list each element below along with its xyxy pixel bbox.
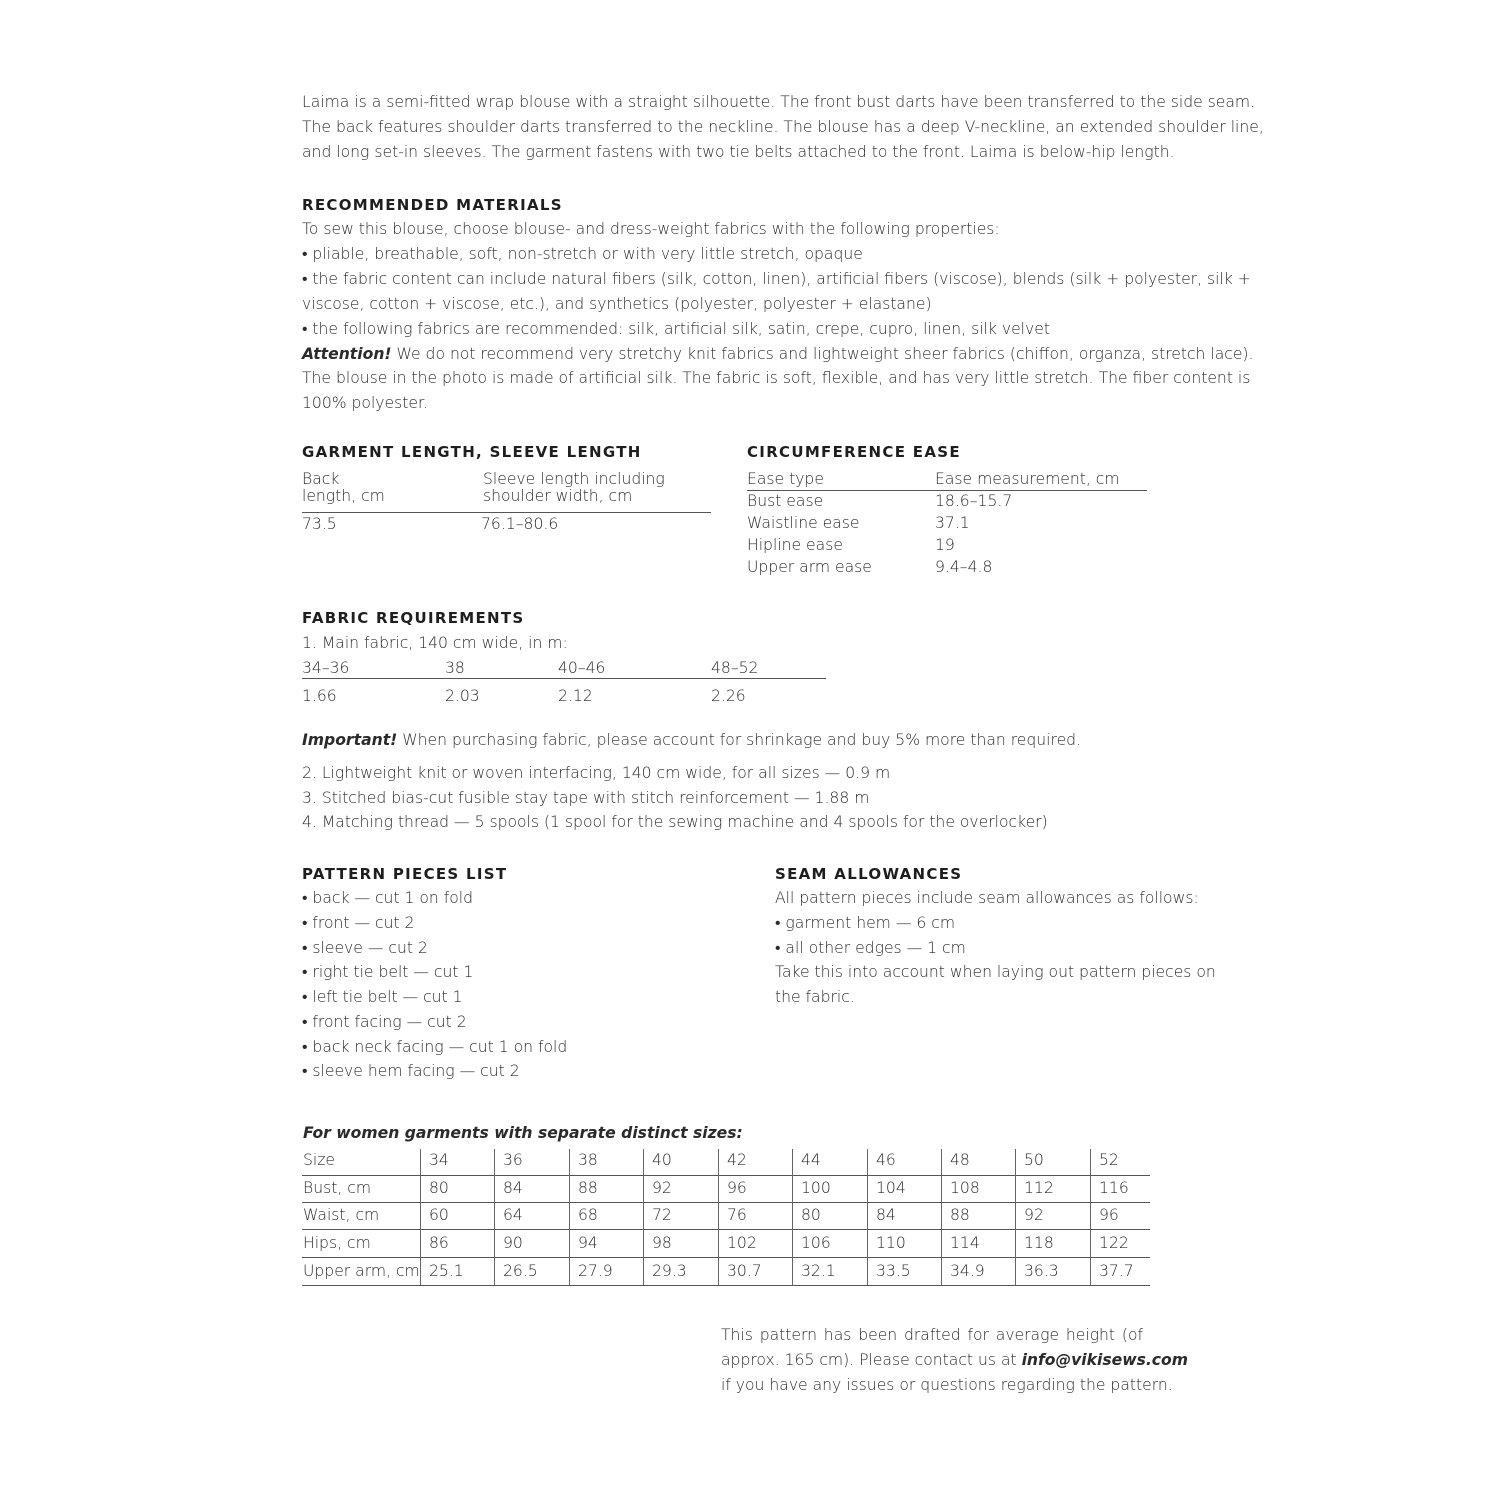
size-chart-column-rule: [643, 1149, 644, 1285]
length-back-value: 73.5: [302, 515, 337, 533]
fabric-item: 4. Matching thread — 5 spools (1 spool for the sewing machine and 4 spools for the overlocker): [302, 813, 1048, 831]
measurement-cell: 30.7: [727, 1262, 762, 1280]
materials-line: To sew this blouse, choose blouse- and dress-weight fabrics with the following properties:: [302, 220, 1000, 238]
measurement-cell: 34.9: [950, 1262, 985, 1280]
size-header-cell: 48: [950, 1151, 970, 1169]
size-chart-column-rule: [718, 1149, 719, 1285]
measurement-cell: 37.7: [1099, 1262, 1134, 1280]
ease-table-rule: [747, 490, 1147, 491]
size-header-cell: 50: [1024, 1151, 1044, 1169]
measurement-cell: 68: [578, 1206, 598, 1224]
photo-fabric-line: 100% polyester.: [302, 394, 428, 412]
size-chart-column-rule: [941, 1149, 942, 1285]
measurement-cell: 110: [876, 1234, 906, 1252]
length-sleeve-value: 76.1–80.6: [481, 515, 559, 533]
header-text: Sleeve length including: [483, 470, 665, 488]
measurement-cell: 36.3: [1024, 1262, 1059, 1280]
measurement-cell: 98: [652, 1234, 672, 1252]
intro-line: and long set-in sleeves. The garment fastens with two tie belts attached to the front. Laima is below-hip length.: [302, 143, 1175, 161]
size-header-cell: 40: [652, 1151, 672, 1169]
measurement-cell: 88: [950, 1206, 970, 1224]
measurement-cell: 106: [801, 1234, 831, 1252]
size-header-cell: 34: [429, 1151, 449, 1169]
ease-type: Upper arm ease: [747, 558, 872, 576]
footer-line: This pattern has been drafted for average height (of: [721, 1326, 1143, 1344]
size-chart-row-rule: [302, 1285, 1150, 1286]
ease-value: 19: [935, 536, 955, 554]
size-header-cell: 52: [1099, 1151, 1119, 1169]
header-text: length, cm: [302, 487, 385, 505]
measurement-cell: 96: [727, 1179, 747, 1197]
size-chart-column-rule: [1090, 1149, 1091, 1285]
pieces-item: • sleeve hem facing — cut 2: [302, 1062, 520, 1080]
contact-email[interactable]: info@vikisews.com: [1021, 1351, 1189, 1369]
size-chart-column-rule: [420, 1149, 421, 1285]
size-chart-row-rule: [302, 1257, 1150, 1258]
size-header-cell: 42: [727, 1151, 747, 1169]
seam-line: All pattern pieces include seam allowances as follows:: [775, 889, 1199, 907]
pieces-item: • left tie belt — cut 1: [302, 988, 463, 1006]
measurement-label: Waist, cm: [303, 1206, 380, 1224]
measurement-cell: 100: [801, 1179, 831, 1197]
size-chart-column-rule: [1015, 1149, 1016, 1285]
important-label: Important!: [302, 731, 398, 749]
size-header-cell: 44: [801, 1151, 821, 1169]
fabric-amount: 2.26: [711, 687, 746, 705]
size-header-label: Size: [303, 1151, 336, 1169]
measurement-cell: 114: [950, 1234, 980, 1252]
measurement-cell: 29.3: [652, 1262, 687, 1280]
pieces-heading: PATTERN PIECES LIST: [302, 865, 508, 883]
measurement-cell: 26.5: [503, 1262, 538, 1280]
measurement-cell: 92: [652, 1179, 672, 1197]
measurement-cell: 92: [1024, 1206, 1044, 1224]
pieces-item: • sleeve — cut 2: [302, 939, 428, 957]
measurement-cell: 80: [801, 1206, 821, 1224]
intro-line: The back features shoulder darts transferred to the neckline. The blouse has a deep V-neckline, an extended shoulder line,: [302, 118, 1264, 136]
length-heading: GARMENT LENGTH, SLEEVE LENGTH: [302, 443, 642, 461]
measurement-cell: 32.1: [801, 1262, 836, 1280]
size-chart-column-rule: [792, 1149, 793, 1285]
measurement-cell: 122: [1099, 1234, 1129, 1252]
measurement-cell: 84: [503, 1179, 523, 1197]
attention-text: We do not recommend very stretchy knit fabrics and lightweight sheer fabrics (chiffon, organza, stretch lace).: [391, 345, 1254, 363]
ease-heading: CIRCUMFERENCE EASE: [747, 443, 961, 461]
measurement-cell: 118: [1024, 1234, 1054, 1252]
ease-value: 9.4–4.8: [935, 558, 993, 576]
fabric-item: 2. Lightweight knit or woven interfacing, 140 cm wide, for all sizes — 0.9 m: [302, 764, 891, 782]
materials-line: viscose, cotton + viscose, etc.), and synthetics (polyester, polyester + elastane): [302, 295, 932, 313]
size-header-cell: 38: [578, 1151, 598, 1169]
seam-line: • all other edges — 1 cm: [775, 939, 966, 957]
size-chart-row-rule: [302, 1202, 1150, 1203]
important-text: When purchasing fabric, please account for shrinkage and buy 5% more than required.: [397, 731, 1082, 749]
fabric-item: 3. Stitched bias-cut fusible stay tape with stitch reinforcement — 1.88 m: [302, 789, 870, 807]
fabric-size: 38: [445, 659, 465, 677]
measurement-cell: 116: [1099, 1179, 1129, 1197]
materials-line: • the following fabrics are recommended: silk, artificial silk, satin, crepe, cupro, linen, silk velvet: [302, 320, 1050, 338]
measurement-cell: 86: [429, 1234, 449, 1252]
measurement-label: Hips, cm: [303, 1234, 371, 1252]
measurement-cell: 96: [1099, 1206, 1119, 1224]
measurement-label: Upper arm, cm: [303, 1262, 420, 1280]
length-col-back: [302, 471, 385, 505]
fabric-amount: 1.66: [302, 687, 337, 705]
ease-type: Hipline ease: [747, 536, 843, 554]
fabric-heading: FABRIC REQUIREMENTS: [302, 609, 525, 627]
seam-heading: SEAM ALLOWANCES: [775, 865, 963, 883]
fabric-size: 34–36: [302, 659, 350, 677]
materials-heading: RECOMMENDED MATERIALS: [302, 196, 563, 214]
measurement-label: Bust, cm: [303, 1179, 372, 1197]
fabric-amount: 2.03: [445, 687, 480, 705]
pieces-item: • right tie belt — cut 1: [302, 963, 474, 981]
footer-text: approx. 165 cm). Please contact us at: [721, 1351, 1022, 1369]
fabric-size: 48–52: [711, 659, 759, 677]
fabric-size: 40–46: [558, 659, 606, 677]
size-chart-column-rule: [569, 1149, 570, 1285]
measurement-cell: 112: [1024, 1179, 1054, 1197]
measurement-cell: 25.1: [429, 1262, 464, 1280]
ease-type: Bust ease: [747, 492, 824, 510]
size-chart-column-rule: [867, 1149, 868, 1285]
pieces-item: • front — cut 2: [302, 914, 415, 932]
important-note: [302, 728, 1081, 753]
size-chart-row-rule: [302, 1175, 1150, 1176]
seam-line: Take this into account when laying out pattern pieces on: [775, 963, 1216, 981]
footer-line: [721, 1348, 1188, 1373]
ease-value: 18.6–15.7: [935, 492, 1013, 510]
footer-line: if you have any issues or questions regarding the pattern.: [721, 1376, 1173, 1394]
measurement-cell: 27.9: [578, 1262, 613, 1280]
intro-line: Laima is a semi-fitted wrap blouse with a straight silhouette. The front bust darts have been transferred to the side seam.: [302, 93, 1256, 111]
measurement-cell: 64: [503, 1206, 523, 1224]
fabric-amount: 2.12: [558, 687, 593, 705]
seam-line: the fabric.: [775, 988, 855, 1006]
pieces-item: • back neck facing — cut 1 on fold: [302, 1038, 568, 1056]
ease-col-type: Ease type: [747, 470, 824, 488]
materials-line: • the fabric content can include natural fibers (silk, cotton, linen), artificial fibers (viscose), blends (silk + polyester, silk +: [302, 270, 1251, 288]
materials-line: • pliable, breathable, soft, non-stretch or with very little stretch, opaque: [302, 245, 863, 263]
size-chart-column-rule: [494, 1149, 495, 1285]
measurement-cell: 80: [429, 1179, 449, 1197]
measurement-cell: 72: [652, 1206, 672, 1224]
header-text: Back: [302, 470, 340, 488]
measurement-cell: 104: [876, 1179, 906, 1197]
length-table-rule: [302, 512, 711, 513]
ease-type: Waistline ease: [747, 514, 860, 532]
measurement-cell: 102: [727, 1234, 757, 1252]
ease-value: 37.1: [935, 514, 970, 532]
fabric-subtitle: 1. Main fabric, 140 cm wide, in m:: [302, 634, 568, 652]
attention-note: [302, 342, 1253, 367]
attention-label: Attention!: [302, 345, 392, 363]
fabric-table-rule: [302, 678, 826, 679]
measurement-cell: 108: [950, 1179, 980, 1197]
seam-line: • garment hem — 6 cm: [775, 914, 956, 932]
pieces-item: • front facing — cut 2: [302, 1013, 467, 1031]
photo-fabric-line: The blouse in the photo is made of artificial silk. The fabric is soft, flexible, and has very little stretch. The fiber content is: [302, 369, 1251, 387]
size-header-cell: 36: [503, 1151, 523, 1169]
size-chart-title: For women garments with separate distinct sizes:: [303, 1124, 743, 1142]
measurement-cell: 76: [727, 1206, 747, 1224]
measurement-cell: 84: [876, 1206, 896, 1224]
measurement-cell: 60: [429, 1206, 449, 1224]
ease-col-measurement: Ease measurement, cm: [935, 470, 1120, 488]
measurement-cell: 33.5: [876, 1262, 911, 1280]
pieces-item: • back — cut 1 on fold: [302, 889, 474, 907]
header-text: shoulder width, cm: [483, 487, 633, 505]
size-chart-row-rule: [302, 1229, 1150, 1230]
measurement-cell: 90: [503, 1234, 523, 1252]
length-col-sleeve: [483, 471, 665, 505]
size-header-cell: 46: [876, 1151, 896, 1169]
measurement-cell: 94: [578, 1234, 598, 1252]
measurement-cell: 88: [578, 1179, 598, 1197]
